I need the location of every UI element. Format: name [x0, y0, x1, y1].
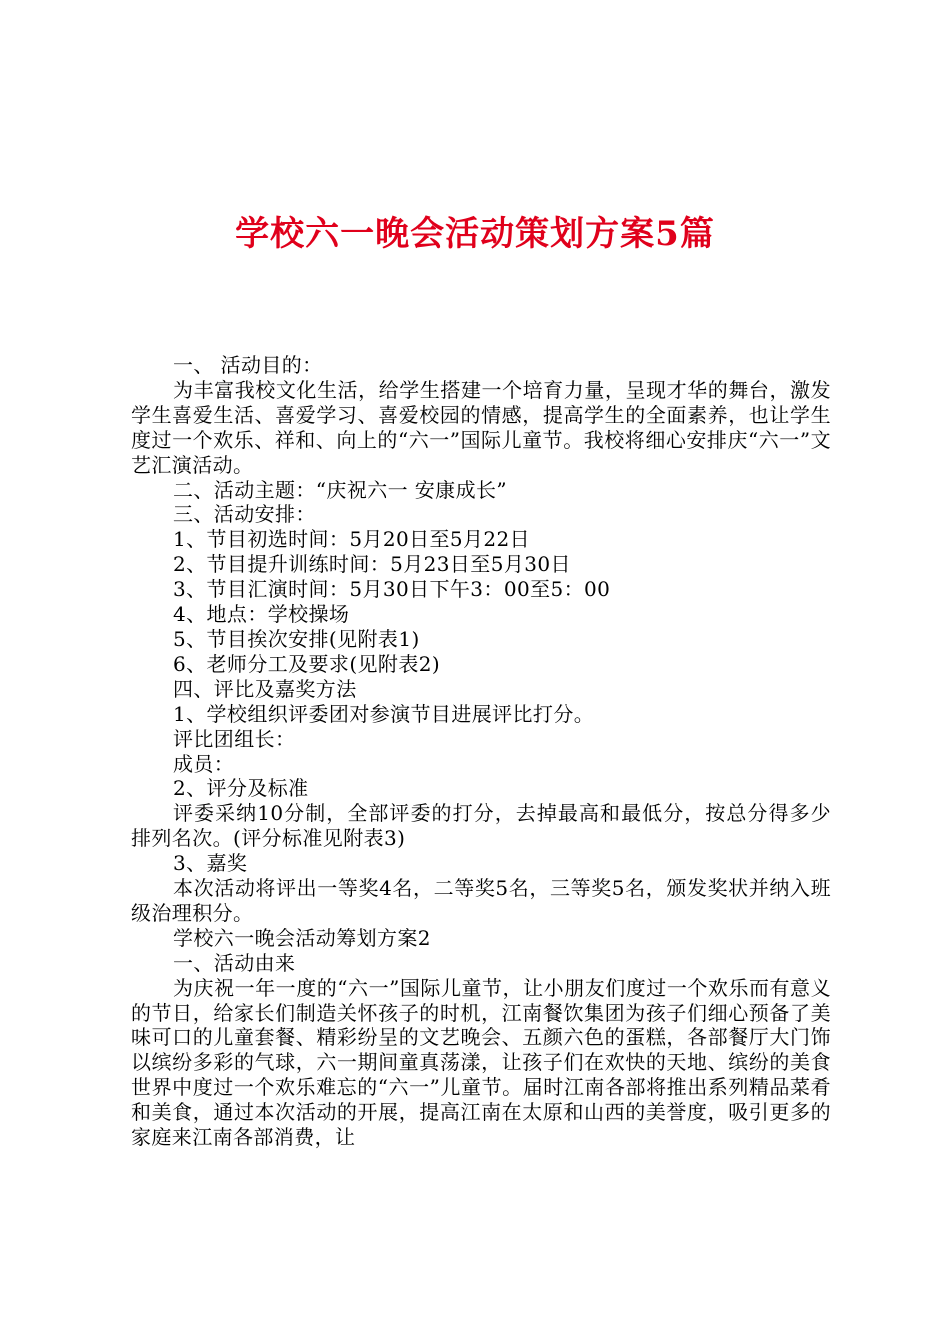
paragraph: 二、活动主题：“庆祝六一 安康成长” [173, 477, 508, 502]
paragraph: 四、评比及嘉奖方法 [173, 676, 357, 701]
paragraph: 为庆祝一年一度的“六一”国际儿童节，让小朋友们度过一个欢乐而有意义的节日，给家长们制造关怀孩子的时机，江南餐饮集团为孩子们细心预备了美味可口的儿童套餐、精彩纷呈的文艺晚会、五颜六色的蛋糕，各部餐厅大门饰以缤纷多彩的气球，六一期间童真荡漾，让孩子们在欢快的天地、缤纷的美食世界中度过一个欢乐难忘的“六一”儿童节。届时江南各部将推出系列精品菜肴和美食，通过本次活动的开展，提高江南在太原和山西的美誉度，吸引更多的家庭来江南各部消费，让 [131, 975, 831, 1150]
paragraph: 3、嘉奖 [173, 851, 248, 876]
paragraph: 1、节目初选时间：5月20日至5月22日 [173, 527, 531, 552]
paragraph: 成员： [173, 751, 235, 776]
document-title: 学校六一晚会活动策划方案5篇 [235, 214, 715, 254]
paragraph: 6、老师分工及要求(见附表2) [173, 651, 441, 676]
paragraph: 学校六一晚会活动筹划方案2 [173, 925, 431, 950]
paragraph: 本次活动将评出一等奖4名，二等奖5名，三等奖5名，颁发奖状并纳入班级治理积分。 [131, 876, 831, 925]
paragraph: 一、 活动目的： [173, 353, 323, 377]
document-body [131, 353, 831, 1150]
paragraph: 2、评分及标准 [173, 776, 309, 801]
paragraph: 一、活动由来 [173, 950, 296, 975]
paragraph: 评比团组长： [173, 726, 296, 751]
paragraph: 1、学校组织评委团对参演节目进展评比打分。 [173, 701, 595, 726]
paragraph: 评委采纳10分制，全部评委的打分，去掉最高和最低分，按总分得多少排列名次。(评分标准见附表3) [131, 801, 831, 851]
paragraph: 为丰富我校文化生活，给学生搭建一个培育力量，呈现才华的舞台，激发学生喜爱生活、喜爱学习、喜爱校园的情感，提高学生的全面素养，也让学生度过一个欢乐、祥和、向上的“六一”国际儿童节。我校将细心安排庆“六一”文艺汇演活动。 [131, 377, 831, 477]
paragraph: 三、活动安排： [173, 502, 316, 527]
paragraph: 4、地点：学校操场 [173, 602, 350, 627]
paragraph: 3、节目汇演时间：5月30日下午3：00至5：00 [173, 577, 611, 602]
paragraph: 2、节目提升训练时间：5月23日至5月30日 [173, 552, 571, 577]
paragraph: 5、节目挨次安排(见附表1) [173, 626, 420, 651]
